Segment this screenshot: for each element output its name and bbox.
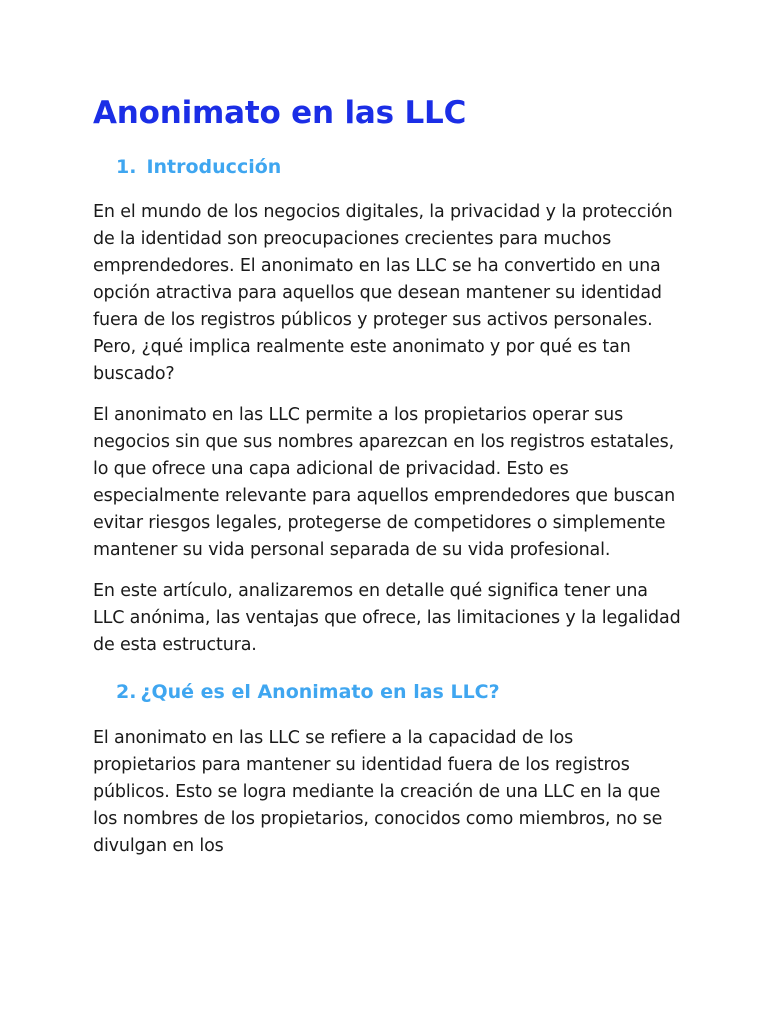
section-title: Introducción: [146, 156, 282, 178]
paragraph: El anonimato en las LLC permite a los propietarios operar sus negocios sin que sus nombres aparezcan en los registros estatales, lo que ofrece una capa adicional de privacidad. Esto es especialmente relevante para aquellos emprendedores que buscan evitar riesgos legales, protegerse de competidores o simplemente mantener su vida personal separada de su vida profesional.: [93, 405, 676, 560]
section-title: ¿Qué es el Anonimato en las LLC?: [140, 681, 500, 703]
section-heading-introduccion: [93, 154, 681, 180]
document-title: Anonimato en las LLC: [93, 95, 467, 131]
section-number: 2.: [116, 681, 137, 703]
section-heading-que-es: [93, 679, 681, 705]
paragraph: En el mundo de los negocios digitales, la privacidad y la protección de la identidad son preocupaciones crecientes para muchos emprendedores. El anonimato en las LLC se ha convertido en una opción atractiva para aquellos que desean mantener su identidad fuera de los registros públicos y proteger sus activos personales. Pero, ¿qué implica realmente este anonimato y por qué es tan buscado?: [93, 202, 673, 384]
paragraph: En este artículo, analizaremos en detalle qué significa tener una LLC anónima, las ventajas que ofrece, las limitaciones y la legalidad de esta estructura.: [93, 581, 681, 655]
paragraph: El anonimato en las LLC se refiere a la capacidad de los propietarios para mantener su identidad fuera de los registros públicos. Esto se logra mediante la creación de una LLC en la que los nombres de los propietarios, conocidos como miembros, no se divulgan en los: [93, 728, 663, 856]
section-number: 1.: [116, 156, 137, 178]
document-page: [93, 92, 681, 860]
